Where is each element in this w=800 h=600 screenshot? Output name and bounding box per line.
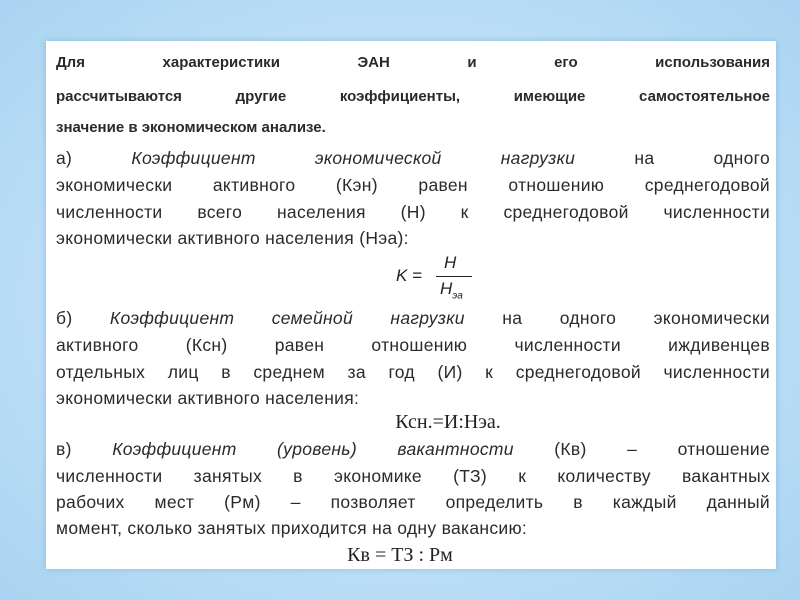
item-b-line-3: отдельных лиц в среднем за год (И) к среднегодовой численности <box>56 362 770 382</box>
item-a-line-3: численности всего населения (Н) к среднегодовой численности <box>56 202 770 222</box>
formula-vacancy: Кв = ТЗ : Рм <box>347 544 453 566</box>
item-b-line-4: экономически активного населения: <box>56 388 360 408</box>
item-b-line-1 <box>56 307 770 330</box>
item-c-prefix: в) <box>56 439 113 459</box>
item-a-after-term: на одного <box>575 148 771 168</box>
item-b-line-2: активного (Ксн) равен отношению численности иждивенцев <box>56 335 770 355</box>
item-c-line-2: численности занятых в экономике (ТЗ) к количеству вакантных <box>56 466 770 486</box>
item-c-line-4: момент, сколько занятых приходится на одну вакансию: <box>56 518 528 538</box>
item-c-term: Коэффициент (уровень) вакантности <box>112 439 514 459</box>
item-b-after-term: на одного экономически <box>464 308 770 328</box>
formula-a-denominator <box>440 279 463 301</box>
item-a-prefix: а) <box>56 148 132 168</box>
item-b-term: Коэффициент семейной нагрузки <box>109 308 465 328</box>
fraction-bar <box>436 276 472 277</box>
item-a-line-1 <box>56 147 770 170</box>
intro-line-1: Для характеристики ЭАН и его использования <box>56 54 770 71</box>
item-a-line-2: экономически активного (Кэн) равен отношению среднегодовой <box>56 175 770 195</box>
item-c-after-term: (Кв) – отношение <box>513 439 770 459</box>
formula-a-denominator-sub: эа <box>452 290 463 302</box>
formula-a-denominator-base: H <box>440 279 453 298</box>
item-a-term: Коэффициент экономической нагрузки <box>131 148 576 168</box>
formula-a-numerator: H <box>444 253 457 272</box>
intro-line-2: рассчитываются другие коэффициенты, имеющие самостоятельное <box>56 88 770 105</box>
formula-family-load: Ксн.=И:Нэа. <box>395 411 501 433</box>
formula-a-lhs: K = <box>396 266 422 285</box>
item-b-prefix: б) <box>56 308 110 328</box>
intro-line-3: значение в экономическом анализе. <box>56 119 326 136</box>
item-c-line-3: рабочих мест (Рм) – позволяет определить в каждый данный <box>56 492 770 512</box>
item-c-line-1 <box>56 438 770 461</box>
item-a-line-4: экономически активного населения (Нэа): <box>56 228 409 248</box>
